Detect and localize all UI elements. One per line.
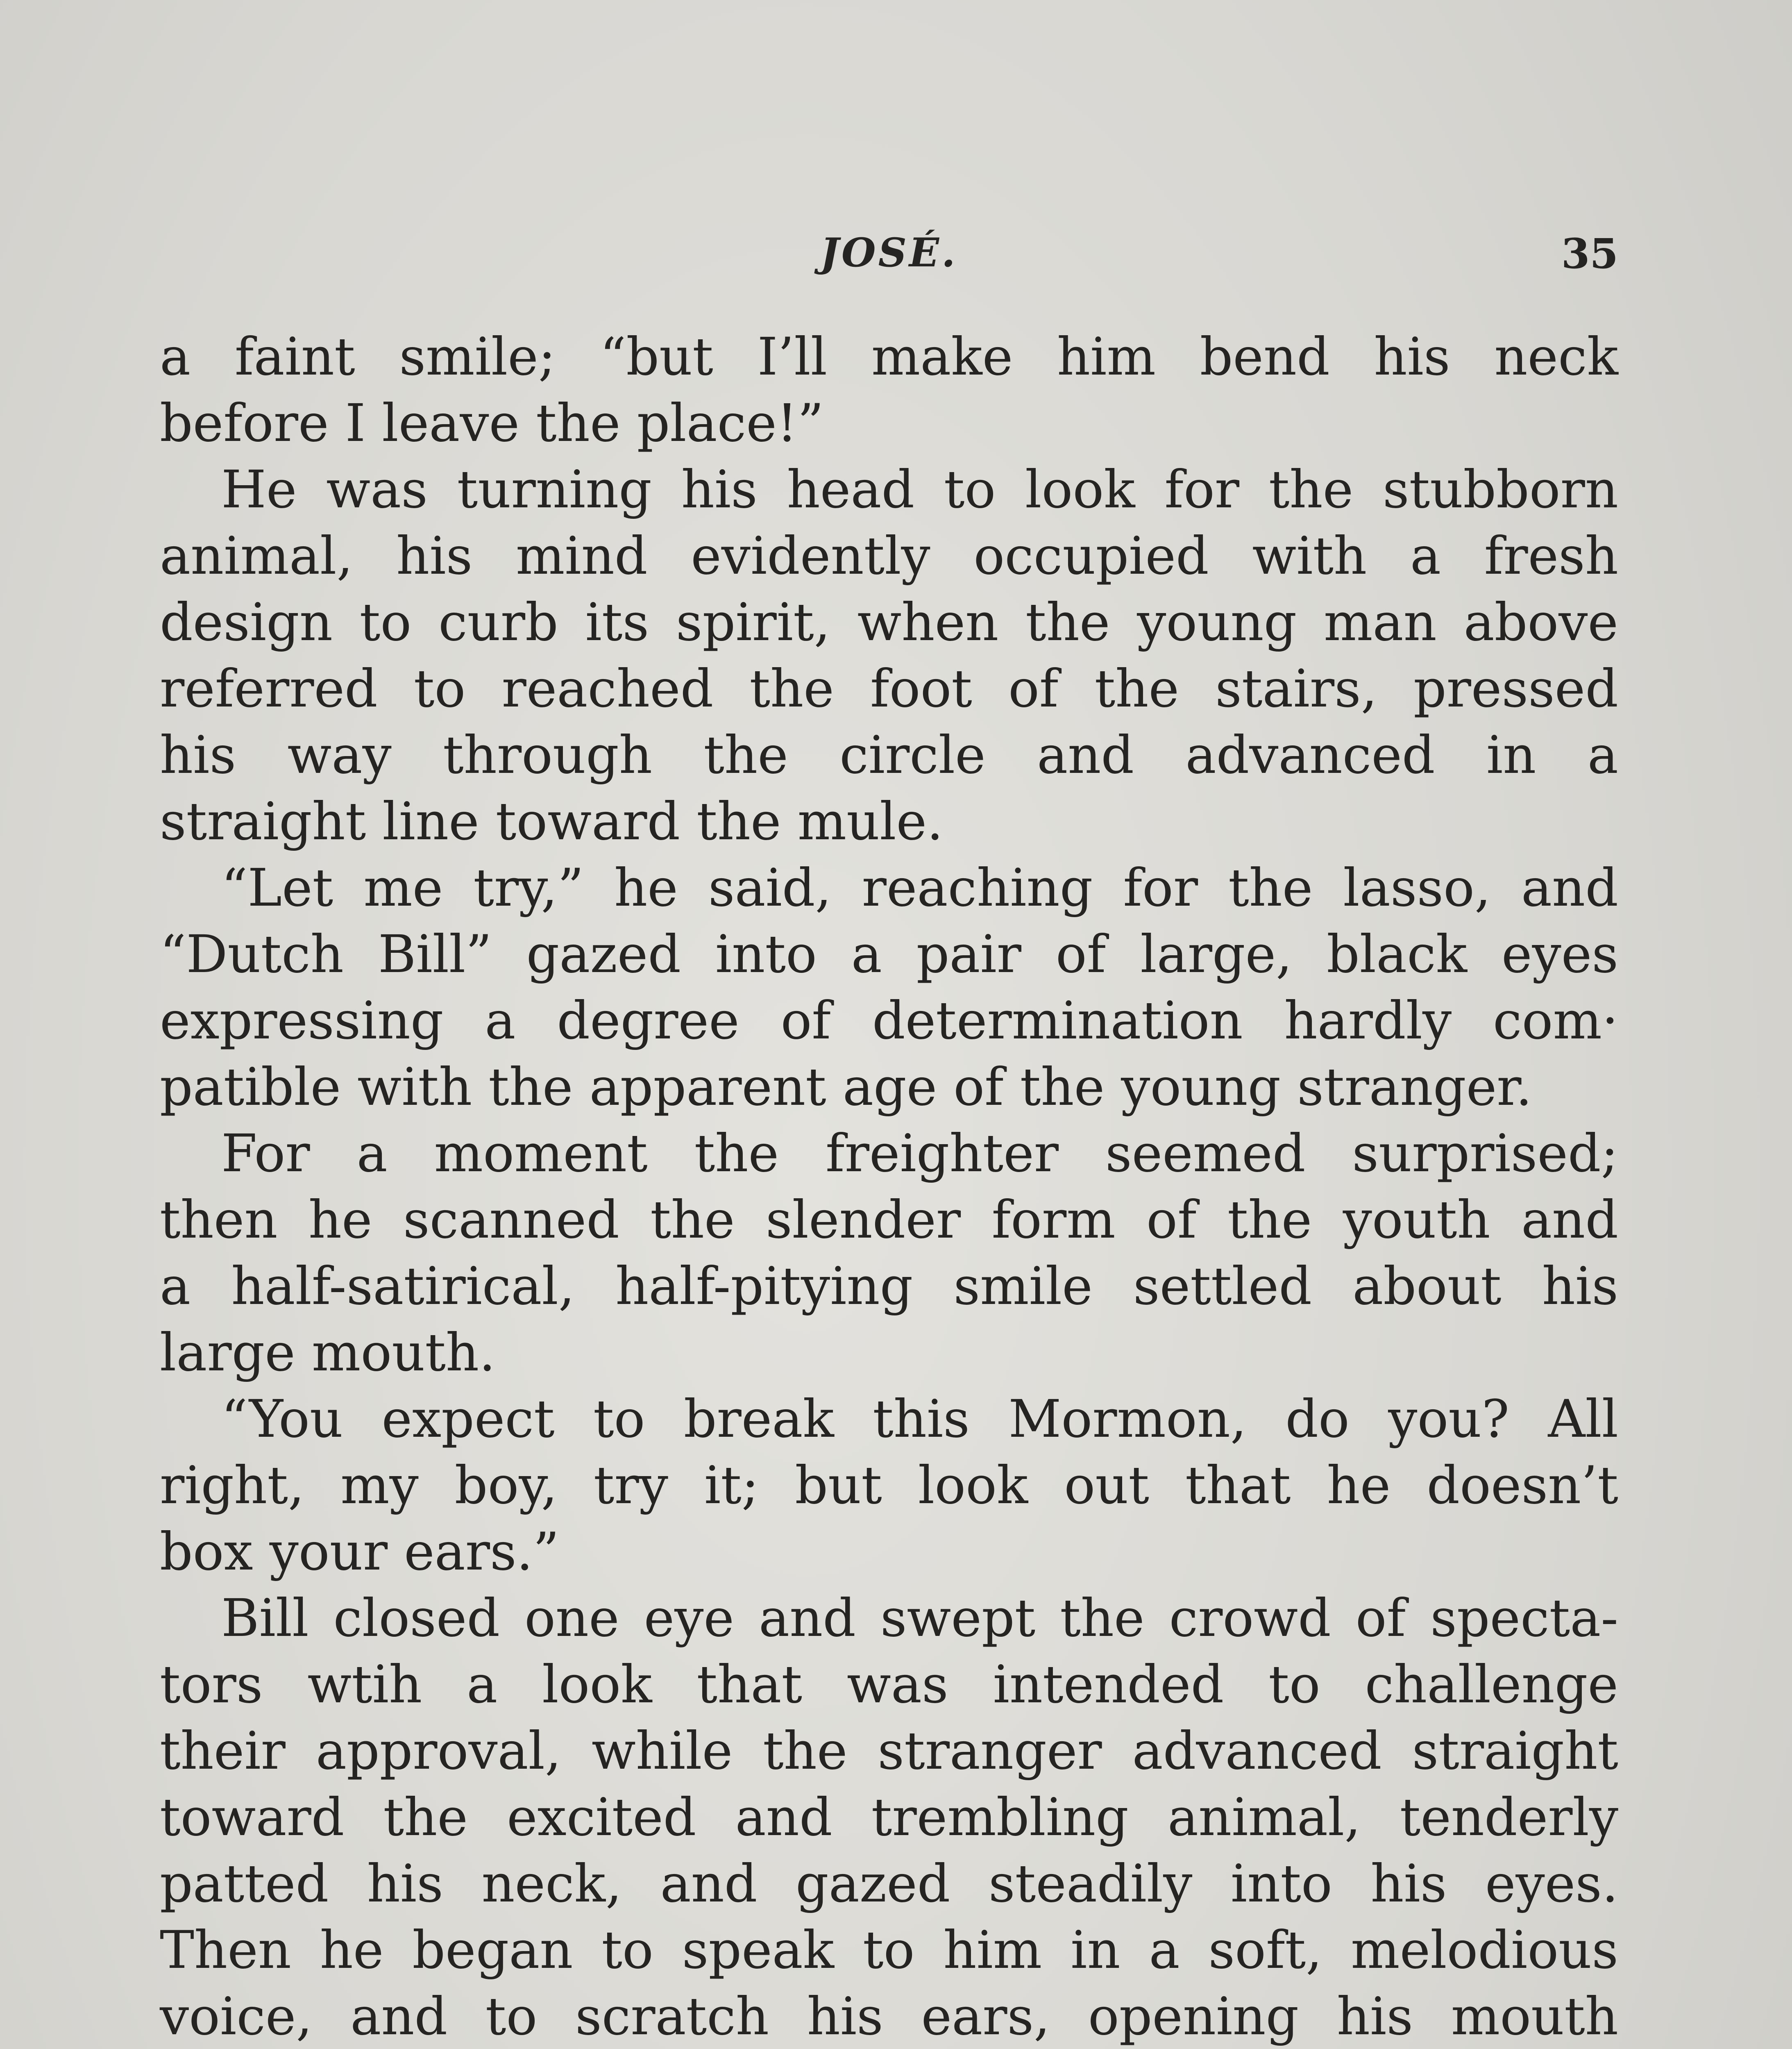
line-text: their approval, while the stranger advanced straight <box>160 1721 1618 1781</box>
line-text: then he scanned the slender form of the youth and <box>160 1190 1618 1250</box>
text-line <box>160 390 1618 457</box>
text-line <box>160 1320 1618 1386</box>
line-text: He was turning his head to look for the stubborn <box>221 459 1618 520</box>
line-text: expressing a degree of determination hardly com· <box>160 990 1618 1051</box>
line-text: patted his neck, and gazed steadily into his eyes. <box>160 1854 1618 1914</box>
line-text: voice, and to scratch his ears, opening his mouth <box>160 1986 1618 2047</box>
text-line <box>160 1187 1618 1253</box>
text-line <box>160 523 1618 589</box>
text-line <box>160 656 1618 722</box>
line-text: Then he began to speak to him in a soft, melodious <box>160 1920 1618 1980</box>
line-text: a half-satirical, half-pitying smile settled about his <box>160 1256 1618 1316</box>
line-text: For a moment the freighter seemed surprised; <box>221 1123 1618 1184</box>
line-text: right, my boy, try it; but look out that he doesn’t <box>160 1455 1618 1515</box>
line-text: “Dutch Bill” gazed into a pair of large, black eyes <box>160 924 1618 984</box>
text-line <box>160 988 1618 1054</box>
page-header <box>160 229 1618 295</box>
text-line <box>160 1718 1618 1784</box>
text-line <box>160 1917 1618 1983</box>
page-number: 35 <box>1561 229 1618 278</box>
line-text: Bill closed one eye and swept the crowd of specta- <box>221 1588 1618 1648</box>
text-line <box>160 788 1618 855</box>
line-text: design to curb its spirit, when the young man above <box>160 592 1618 652</box>
text-line <box>160 589 1618 656</box>
text-line <box>160 1120 1618 1187</box>
line-text: “You expect to break this Mormon, do you? All <box>221 1389 1618 1449</box>
text-line <box>160 1054 1618 1120</box>
text-line <box>160 1651 1618 1718</box>
text-line <box>160 1983 1618 2049</box>
line-text: toward the excited and trembling animal, tenderly <box>160 1787 1618 1847</box>
text-line <box>160 457 1618 523</box>
line-text: referred to reached the foot of the stairs, pressed <box>160 659 1618 719</box>
line-text: before I leave the place!” <box>160 393 824 453</box>
text-line <box>160 1386 1618 1452</box>
line-text: large mouth. <box>160 1322 496 1383</box>
text-line <box>160 1585 1618 1651</box>
line-text: tors wtih a look that was intended to challenge <box>160 1654 1618 1715</box>
line-text: patible with the apparent age of the young stranger. <box>160 1057 1532 1117</box>
text-line <box>160 1452 1618 1519</box>
text-line <box>160 921 1618 988</box>
text-line <box>160 855 1618 921</box>
line-text: animal, his mind evidently occupied with a fresh <box>160 526 1618 586</box>
text-line <box>160 1253 1618 1320</box>
running-title: JOSÉ. <box>820 229 958 276</box>
line-text: a faint smile; “but I’ll make him bend his neck <box>160 327 1618 387</box>
text-line <box>160 1784 1618 1851</box>
line-text: “Let me try,” he said, reaching for the lasso, and <box>221 858 1618 918</box>
line-text: his way through the circle and advanced in a <box>160 725 1618 785</box>
text-line <box>160 324 1618 390</box>
text-line <box>160 722 1618 788</box>
line-text: box your ears.” <box>160 1522 560 1582</box>
body-text <box>160 324 1618 2049</box>
text-line <box>160 1851 1618 1917</box>
line-text: straight line toward the mule. <box>160 791 944 852</box>
text-line <box>160 1519 1618 1585</box>
